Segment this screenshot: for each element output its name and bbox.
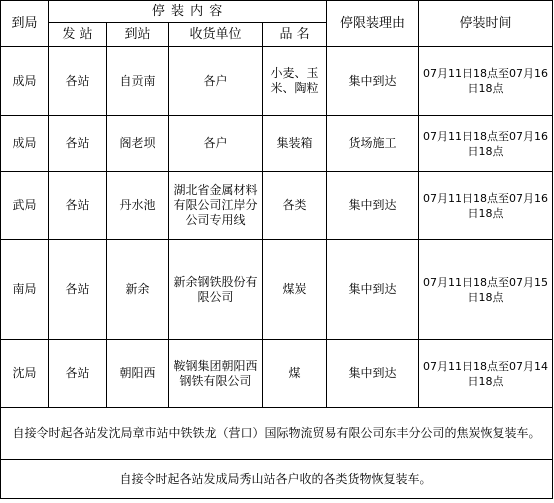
cell-time: 07月11日18点至07月16日18点 <box>419 172 553 240</box>
cell-time: 07月11日18点至07月14日18点 <box>419 340 553 408</box>
header-from-station: 发 站 <box>49 23 107 47</box>
table-row <box>1 116 553 172</box>
cell-consignee: 湖北省金属材料有限公司江岸分公司专用线 <box>169 172 263 240</box>
header-to-bureau: 到局 <box>1 1 49 47</box>
cell-from: 各站 <box>49 172 107 240</box>
cell-bureau: 武局 <box>1 172 49 240</box>
cell-goods: 小麦、玉米、陶粒 <box>263 47 327 116</box>
cell-consignee: 各户 <box>169 116 263 172</box>
notice-row <box>1 460 553 499</box>
cell-consignee: 鞍钢集团朝阳西钢铁有限公司 <box>169 340 263 408</box>
cell-bureau: 成局 <box>1 47 49 116</box>
cell-goods: 集装箱 <box>263 116 327 172</box>
header-to-station: 到站 <box>107 23 169 47</box>
cell-from: 各站 <box>49 47 107 116</box>
table-row <box>1 172 553 240</box>
notice-row <box>1 408 553 460</box>
cell-goods: 煤 <box>263 340 327 408</box>
cell-consignee: 各户 <box>169 47 263 116</box>
table-row <box>1 340 553 408</box>
header-consignee: 收货单位 <box>169 23 263 47</box>
cell-bureau: 南局 <box>1 240 49 340</box>
cell-to: 朝阳西 <box>107 340 169 408</box>
cell-to: 自贡南 <box>107 47 169 116</box>
notice-text-2: 自接令时起各站发成局秀山站各户收的各类货物恢复装车。 <box>1 460 553 499</box>
cell-reason: 集中到达 <box>327 47 419 116</box>
cell-from: 各站 <box>49 340 107 408</box>
cell-bureau: 沈局 <box>1 340 49 408</box>
header-stop-time: 停装时间 <box>419 1 553 47</box>
cell-reason: 集中到达 <box>327 172 419 240</box>
cell-time: 07月11日18点至07月15日18点 <box>419 240 553 340</box>
cell-to: 新余 <box>107 240 169 340</box>
table-row <box>1 240 553 340</box>
header-reason: 停限装理由 <box>327 1 419 47</box>
cell-consignee: 新余钢铁股份有限公司 <box>169 240 263 340</box>
table-row <box>1 47 553 116</box>
cell-reason: 货场施工 <box>327 116 419 172</box>
cell-time: 07月11日18点至07月16日18点 <box>419 47 553 116</box>
cell-goods: 煤炭 <box>263 240 327 340</box>
header-stop-content: 停 装 内 容 <box>49 1 327 23</box>
cell-to: 阁老坝 <box>107 116 169 172</box>
cell-bureau: 成局 <box>1 116 49 172</box>
cell-goods: 各类 <box>263 172 327 240</box>
cell-from: 各站 <box>49 240 107 340</box>
notice-text-1: 自接令时起各站发沈局章市站中铁铁龙（营口）国际物流贸易有限公司东丰分公司的焦炭恢复装车。 <box>1 408 553 460</box>
cell-reason: 集中到达 <box>327 240 419 340</box>
header-row-1 <box>1 1 553 23</box>
cell-from: 各站 <box>49 116 107 172</box>
cell-to: 丹水池 <box>107 172 169 240</box>
cell-time: 07月11日18点至07月16日18点 <box>419 116 553 172</box>
cell-reason: 集中到达 <box>327 340 419 408</box>
header-goods: 品 名 <box>263 23 327 47</box>
